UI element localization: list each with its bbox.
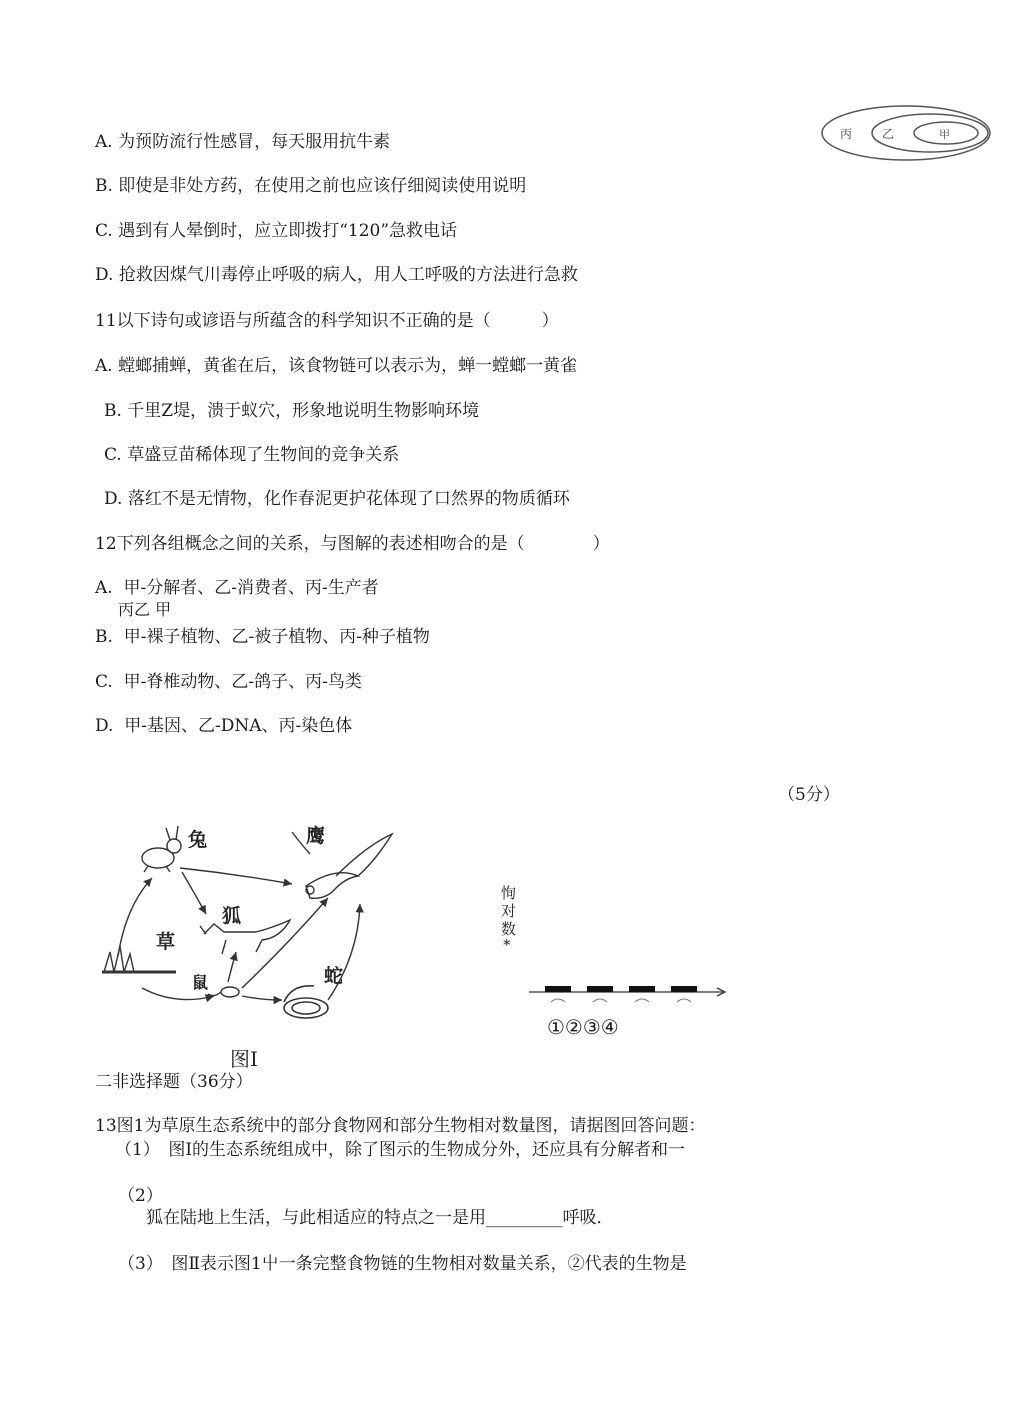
q11-stem: 11以下诗句或谚语与所蕴含的科学知识不正确的是（ ） [95, 311, 559, 331]
ylabel-char-3: 数 [501, 920, 517, 938]
q12-option-a: A. 甲-分解者、乙-消费者、丙-生产者 [95, 578, 379, 598]
bar-marker-3 [635, 999, 649, 1002]
label-eagle: 鹰 [306, 825, 326, 847]
snake-icon [284, 986, 328, 1018]
q12-option-b: B. 甲-裸子植物、乙-被子植物、丙-种子植物 [95, 627, 430, 647]
q12-option-d: D. 甲-基因、乙-DNA、丙-染色体 [95, 716, 353, 736]
bar-2 [587, 986, 613, 992]
q11-option-a: A. 螳螂捕蝉，黄雀在后，该食物链可以表示为，蝉一螳螂一黄雀 [95, 356, 578, 376]
q12-stem: 12下列各组概念之间的关系，与图解的表述相吻合的是（ ） [95, 534, 610, 554]
food-web-figure [96, 816, 436, 1076]
q13-part3: （3） 图Ⅱ表示图1屮一条完整食物链的生物相对数量关系，②代表的生物是 [118, 1254, 687, 1274]
q13-part2-text: 狐在陆地上生活，与此相适应的特点之一是用_________呼吸． [146, 1208, 614, 1228]
section2-title: 二非选择题（36分） [95, 1072, 253, 1092]
venn-label-middle: 乙 [882, 127, 895, 141]
q13-part2-number: （2） [118, 1186, 163, 1206]
bar-1 [545, 986, 571, 992]
q10-option-b: B. 即使是非处方药，在使用之前也应该仔细阅读使用说明 [95, 176, 527, 196]
ylabel-char-2: 对 [501, 902, 517, 920]
label-rabbit: 兔 [188, 829, 208, 851]
label-snake: 蛇 [324, 965, 344, 987]
label-fox: 狐 [222, 905, 242, 927]
figure2-x-labels: ①②③④ [547, 1015, 619, 1039]
label-grass: 草 [156, 931, 176, 953]
arrow-rabbit-fox [182, 872, 206, 914]
relative-quantity-figure [495, 876, 735, 1046]
q12-venn-caption: 丙乙 甲 [118, 600, 172, 619]
q13-stem: 13图1为草原生态系统中的部分食物网和部分生物相对数量图，请据图回答问题： [95, 1116, 706, 1136]
arrow-mouse-fox [228, 952, 236, 982]
figure2-ylabel [501, 884, 516, 954]
q12-option-c: C. 甲-脊椎动物、乙-鸽子、丙-鸟类 [95, 672, 362, 692]
arrow-mouse-snake [242, 996, 282, 1000]
score-note: （5分） [778, 785, 840, 805]
fox-icon [200, 920, 290, 954]
q11-option-b: B. 千里Z堤，溃于蚁穴，形象地说明生物影响环境 [104, 401, 480, 421]
venn-diagram [818, 104, 998, 164]
rabbit-icon [142, 826, 181, 872]
q10-option-c: C. 遇到有人晕倒时，应立即拨打“120”急救电话 [95, 221, 458, 241]
arrow-grass-rabbit [118, 878, 152, 956]
q10-option-d: D. 抢救因煤气川毒停止呼吸的病人，用人工呼吸的方法进行急救 [95, 265, 578, 285]
bar-marker-1 [551, 999, 565, 1002]
bar-3 [629, 986, 655, 992]
arrow-rabbit-eagle [180, 868, 292, 884]
arrow-mouse-eagle [242, 898, 328, 988]
venn-label-inner: 甲 [939, 128, 950, 141]
bar-marker-4 [677, 999, 691, 1002]
bar-marker-2 [593, 999, 607, 1002]
q11-option-d: D. 落红不是无情物，化作春泥更护花体现了口然界的物质循环 [104, 489, 570, 509]
q10-option-a: A. 为预防流行性感冒，每天服用抗牛素 [95, 132, 391, 152]
ylabel-char-4: * [503, 936, 511, 954]
label-mouse: 鼠 [192, 973, 209, 992]
bars-group [545, 986, 697, 1002]
q13-part1: （1） 图Ⅰ的生态系统组成中，除了图示的生物成分外，还应具有分解者和一 [115, 1140, 686, 1160]
bar-4 [671, 986, 697, 992]
ylabel-char-1: 恂 [501, 884, 517, 902]
q11-option-c: C. 草盛豆苗稀体现了生物间的竞争关系 [104, 445, 400, 465]
venn-label-outer: 丙 [840, 127, 853, 141]
figure1-caption: 图Ⅰ [230, 1047, 258, 1071]
mouse-icon [208, 987, 239, 997]
